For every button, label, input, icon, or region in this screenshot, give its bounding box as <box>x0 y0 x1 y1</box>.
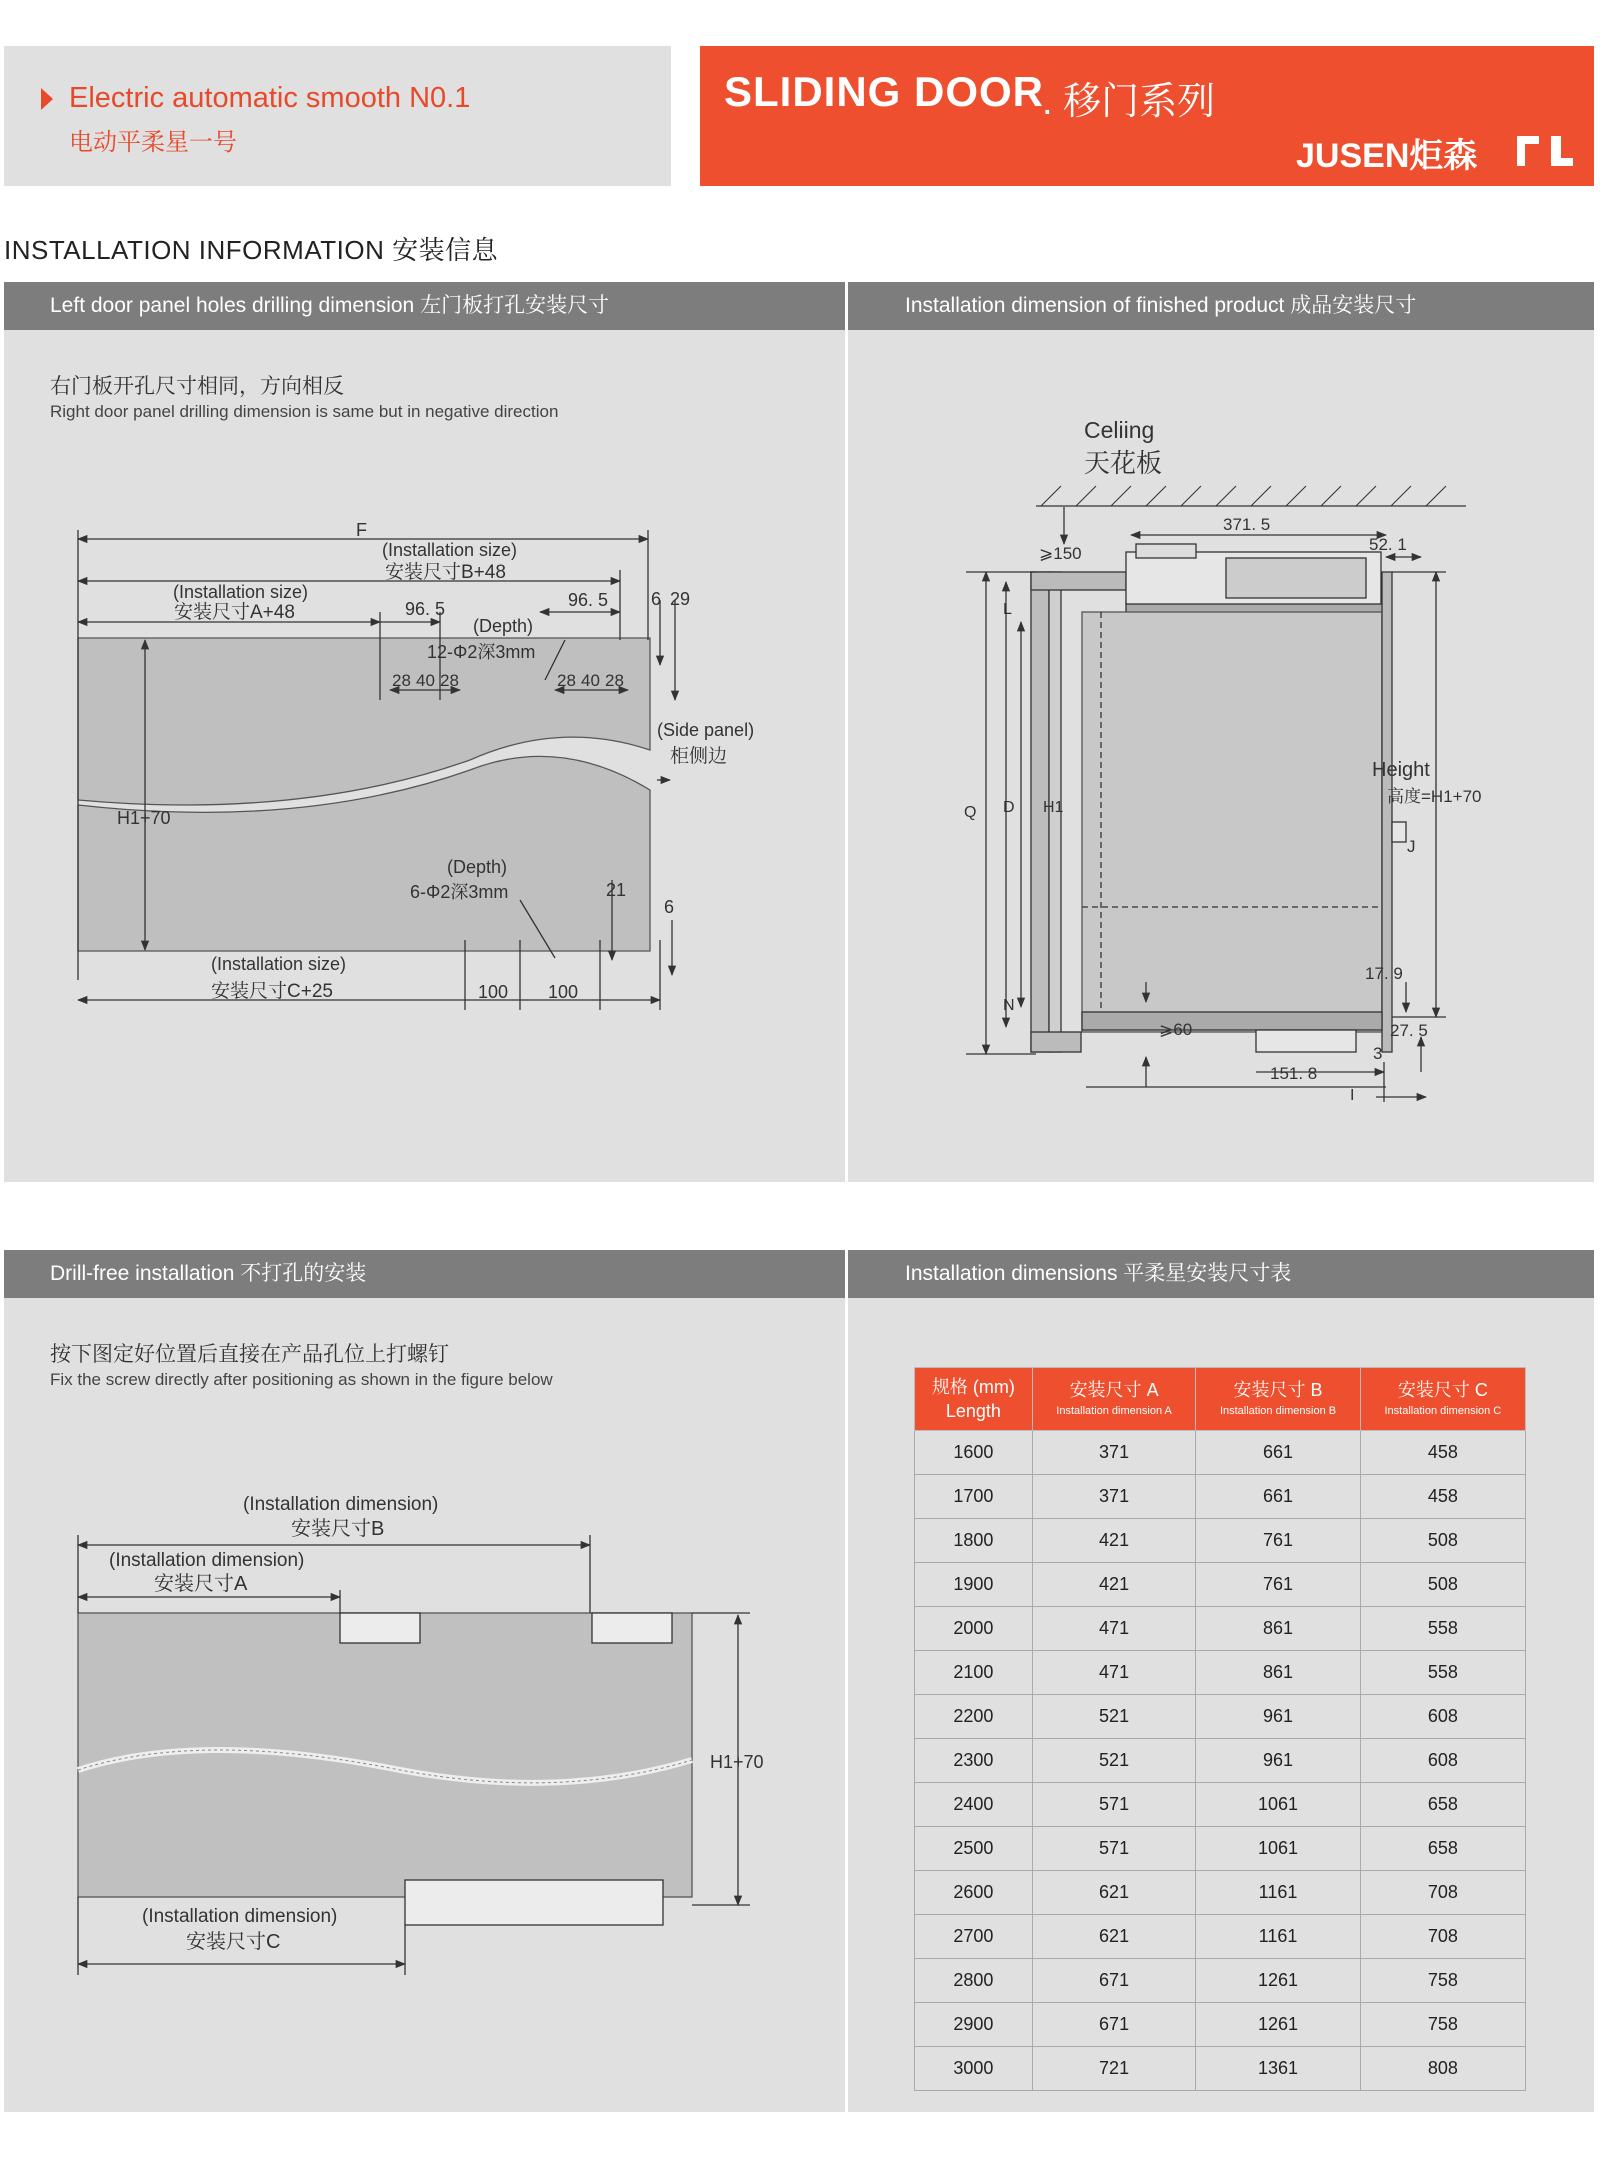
fin-label-ge150: ⩾150 <box>1039 544 1082 563</box>
table-cell: 961 <box>1196 1695 1360 1739</box>
table-cell: 458 <box>1360 1431 1525 1475</box>
drill-label-inst-a: (Installation size) <box>173 582 309 602</box>
table-cell: 371 <box>1032 1431 1196 1475</box>
df-label-inst-c: (Installation dimension) <box>142 1906 338 1927</box>
header-c: 安装尺寸 C Installation dimension C <box>1360 1368 1525 1431</box>
drilling-note-en: Right door panel drilling dimension is same but in negative direction <box>50 402 559 421</box>
drill-label-depth2: (Depth) <box>447 857 508 877</box>
table-row <box>915 1783 1526 1827</box>
table-cell: 558 <box>1360 1651 1525 1695</box>
df-label-inst-b: (Installation dimension) <box>243 1494 439 1515</box>
drilling-note-cn: 右门板开孔尺寸相同，方向相反 <box>50 375 344 398</box>
table-row <box>915 2047 1526 2091</box>
fin-label-i: I <box>1350 1087 1355 1104</box>
brand-logo-text: JUSEN炬森 <box>1296 137 1478 175</box>
table-cell: 2500 <box>915 1827 1033 1871</box>
table-cell: 961 <box>1196 1739 1360 1783</box>
drill-label-inst-c: (Installation size) <box>211 954 347 974</box>
fin-label-ceiling-en: Celiing <box>1084 417 1155 443</box>
table-bar <box>848 1250 1594 1298</box>
fin-label-179: 17. 9 <box>1365 964 1403 983</box>
drill-label-h170: H1+70 <box>117 808 171 828</box>
table-cell: 708 <box>1360 1871 1525 1915</box>
table-cell: 1800 <box>915 1519 1033 1563</box>
fin-label-275: 27. 5 <box>1390 1021 1428 1040</box>
drill-label-40a: 40 <box>416 671 435 690</box>
table-cell: 2700 <box>915 1915 1033 1959</box>
drill-label-100b: 100 <box>548 982 579 1002</box>
fin-label-h1: H1 <box>1043 799 1064 816</box>
drill-label-28d: 28 <box>605 671 624 690</box>
table-cell: 421 <box>1032 1563 1196 1607</box>
header-length: 规格 (mm) Length <box>915 1368 1033 1431</box>
drillfree-bar-title: Drill-free installation 不打孔的安装 <box>50 1262 367 1285</box>
table-cell: 1900 <box>915 1563 1033 1607</box>
table-cell: 1700 <box>915 1475 1033 1519</box>
table-cell: 558 <box>1360 1607 1525 1651</box>
table-cell: 861 <box>1196 1607 1360 1651</box>
table-row <box>915 1475 1526 1519</box>
finished-diagram <box>846 282 1594 1182</box>
drillfree-note-cn: 按下图定好位置后直接在产品孔位上打螺钉 <box>50 1343 449 1366</box>
table-cell: 421 <box>1032 1519 1196 1563</box>
table-cell: 2300 <box>915 1739 1033 1783</box>
table-cell: 758 <box>1360 1959 1525 2003</box>
fin-label-1518: 151. 8 <box>1270 1064 1318 1083</box>
table-row <box>915 1871 1526 1915</box>
df-label-c: 安装尺寸C <box>186 1931 281 1953</box>
table-cell: 658 <box>1360 1783 1525 1827</box>
drill-label-29: 29 <box>670 589 691 609</box>
drill-label-21: 21 <box>606 880 627 900</box>
table-cell: 721 <box>1032 2047 1196 2091</box>
table-cell: 658 <box>1360 1827 1525 1871</box>
table-cell: 671 <box>1032 1959 1196 2003</box>
table-cell: 2900 <box>915 2003 1033 2047</box>
drilling-bar-title: Left door panel holes drilling dimension 左门板打孔安装尺寸 <box>50 294 610 317</box>
table-cell: 608 <box>1360 1739 1525 1783</box>
table-row <box>915 1915 1526 1959</box>
table-row <box>915 1827 1526 1871</box>
table-cell: 1061 <box>1196 1783 1360 1827</box>
table-cell: 761 <box>1196 1563 1360 1607</box>
table-cell: 671 <box>1032 2003 1196 2047</box>
drill-label-100a: 100 <box>478 982 509 1002</box>
table-cell: 621 <box>1032 1915 1196 1959</box>
drill-label-28c: 28 <box>557 671 576 690</box>
drill-label-holes6: 6-Φ2深3mm <box>410 882 509 902</box>
drill-label-c25: 安装尺寸C+25 <box>211 981 333 1002</box>
table-row <box>915 2003 1526 2047</box>
table-cell: 521 <box>1032 1739 1196 1783</box>
table-cell: 458 <box>1360 1475 1525 1519</box>
table-cell: 571 <box>1032 1827 1196 1871</box>
table-cell: 471 <box>1032 1651 1196 1695</box>
drill-label-965a: 96. 5 <box>405 599 446 619</box>
header-a: 安装尺寸 A Installation dimension A <box>1032 1368 1196 1431</box>
table-cell: 608 <box>1360 1695 1525 1739</box>
drill-label-f: F <box>356 520 367 540</box>
table-cell: 2100 <box>915 1651 1033 1695</box>
product-title-cn: . 移门系列 <box>1042 81 1216 123</box>
table-cell: 2000 <box>915 1607 1033 1651</box>
table-cell: 761 <box>1196 1519 1360 1563</box>
drill-label-28b: 28 <box>440 671 459 690</box>
finished-bar-title: Installation dimension of finished product 成品安装尺寸 <box>905 294 1417 317</box>
table-cell: 571 <box>1032 1783 1196 1827</box>
table-cell: 2400 <box>915 1783 1033 1827</box>
fin-label-j: J <box>1407 837 1416 856</box>
fin-label-3715: 371. 5 <box>1223 515 1271 534</box>
table-cell: 1061 <box>1196 1827 1360 1871</box>
tagline-cn: 电动平柔星一号 <box>69 129 237 156</box>
table-cell: 1261 <box>1196 2003 1360 2047</box>
table-row <box>915 1563 1526 1607</box>
drill-label-28a: 28 <box>392 671 411 690</box>
table-bar-title: Installation dimensions 平柔星安装尺寸表 <box>905 1262 1292 1285</box>
table-cell: 471 <box>1032 1607 1196 1651</box>
fin-label-3: 3 <box>1373 1044 1383 1063</box>
table-cell: 2200 <box>915 1695 1033 1739</box>
table-cell: 661 <box>1196 1431 1360 1475</box>
table-cell: 1600 <box>915 1431 1033 1475</box>
table-row <box>915 1959 1526 2003</box>
drill-label-inst-b: (Installation size) <box>382 540 518 560</box>
dimensions-table <box>914 1367 1526 2091</box>
drill-label-side-panel: (Side panel) <box>657 720 755 740</box>
table-row <box>915 1519 1526 1563</box>
fin-label-ge60: ⩾60 <box>1159 1020 1193 1039</box>
table-row <box>915 1607 1526 1651</box>
fin-label-d: D <box>1003 799 1015 816</box>
df-label-h170: H1+70 <box>710 1752 764 1772</box>
table-cell: 371 <box>1032 1475 1196 1519</box>
table-row <box>915 1739 1526 1783</box>
drill-label-a48: 安装尺寸A+48 <box>174 602 295 623</box>
table-cell: 2600 <box>915 1871 1033 1915</box>
fin-label-height-en: Height <box>1372 759 1430 781</box>
table-cell: 621 <box>1032 1871 1196 1915</box>
table-cell: 861 <box>1196 1651 1360 1695</box>
brand-logo-icon <box>1515 132 1575 168</box>
header-b: 安装尺寸 B Installation dimension B <box>1196 1368 1360 1431</box>
table-row <box>915 1431 1526 1475</box>
table-cell: 521 <box>1032 1695 1196 1739</box>
drill-label-depth: (Depth) <box>473 616 534 636</box>
fin-label-height-cn: 高度=H1+70 <box>1387 787 1482 806</box>
drill-label-holes12: 12-Φ2深3mm <box>427 642 536 662</box>
table-cell: 758 <box>1360 2003 1525 2047</box>
df-label-a: 安装尺寸A <box>154 1573 248 1595</box>
df-label-b: 安装尺寸B <box>291 1518 385 1540</box>
table-cell: 1261 <box>1196 1959 1360 2003</box>
fin-label-l: L <box>1003 601 1012 618</box>
section-title: INSTALLATION INFORMATION 安装信息 <box>4 235 499 265</box>
table-cell: 808 <box>1360 2047 1525 2091</box>
fin-label-521: 52. 1 <box>1369 535 1407 554</box>
df-label-inst-a: (Installation dimension) <box>109 1550 305 1571</box>
drill-label-b48: 安装尺寸B+48 <box>385 562 506 583</box>
table-cell: 1161 <box>1196 1871 1360 1915</box>
table-cell: 1161 <box>1196 1915 1360 1959</box>
drillfree-note-en: Fix the screw directly after positioning as shown in the figure below <box>50 1370 553 1389</box>
drill-label-965b: 96. 5 <box>568 590 609 610</box>
table-cell: 2800 <box>915 1959 1033 2003</box>
table-cell: 1361 <box>1196 2047 1360 2091</box>
product-title-en: SLIDING DOOR <box>724 68 1045 115</box>
fin-label-ceiling-cn: 天花板 <box>1084 448 1163 478</box>
table-cell: 661 <box>1196 1475 1360 1519</box>
fin-label-n: N <box>1003 997 1015 1014</box>
drill-label-40b: 40 <box>581 671 600 690</box>
table-cell: 508 <box>1360 1519 1525 1563</box>
tagline-en: Electric automatic smooth N0.1 <box>69 82 471 114</box>
table-header-row <box>915 1368 1526 1431</box>
table-row <box>915 1651 1526 1695</box>
fin-label-q: Q <box>964 804 977 821</box>
drill-label-side-panel-cn: 柜侧边 <box>670 746 728 767</box>
drill-label-6b: 6 <box>664 897 675 917</box>
table-cell: 508 <box>1360 1563 1525 1607</box>
table-row <box>915 1695 1526 1739</box>
table-cell: 708 <box>1360 1915 1525 1959</box>
table-cell: 3000 <box>915 2047 1033 2091</box>
drill-label-6: 6 <box>651 589 662 609</box>
